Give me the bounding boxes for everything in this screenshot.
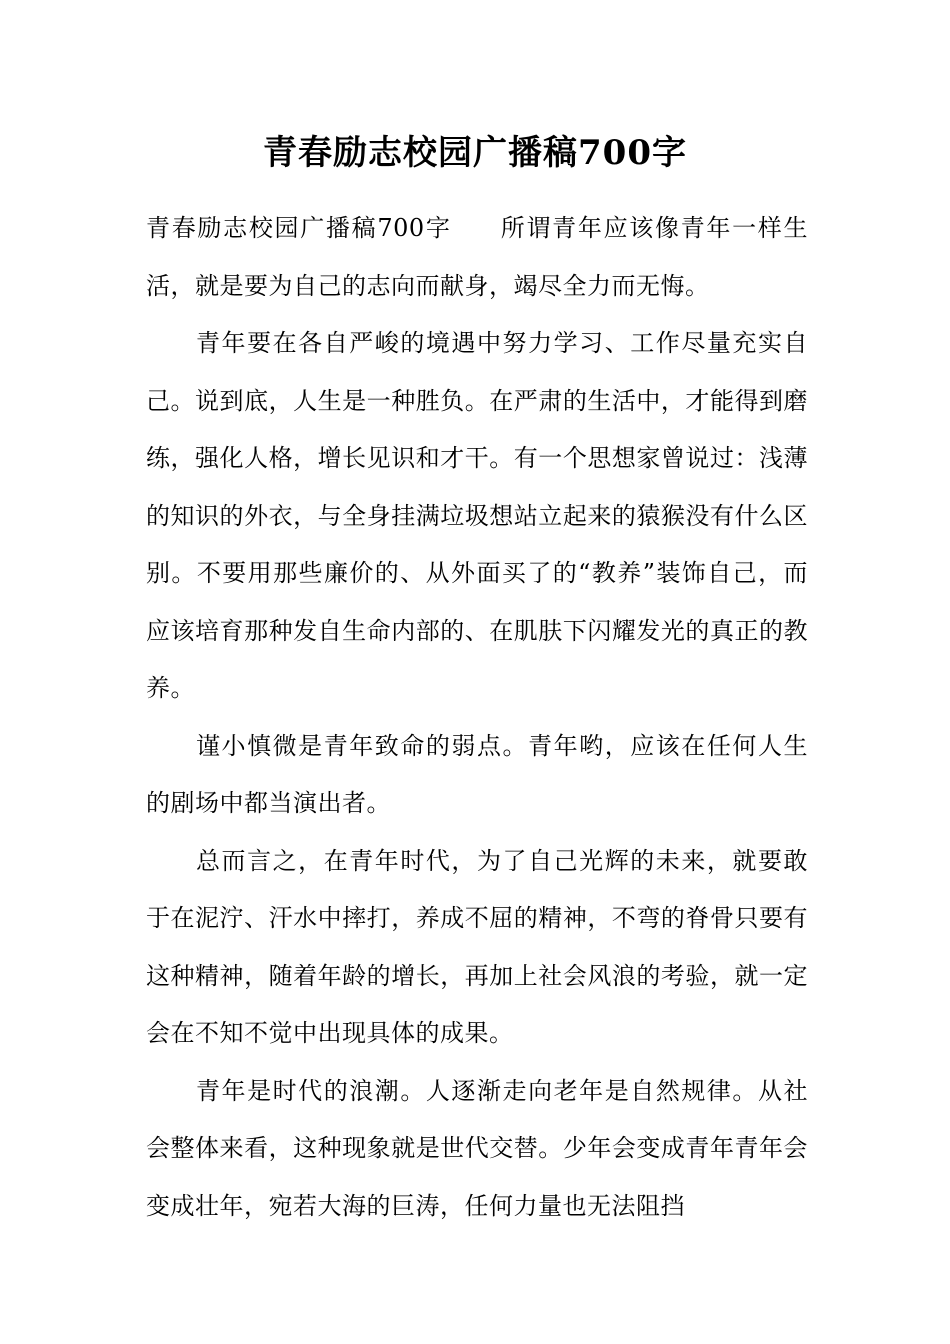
document-body [146,200,808,1235]
paragraph-3: 总而言之，在青年时代，为了自己光辉的未来，就要敢于在泥泞、汗水中摔打，养成不屈的精神，不弯的脊骨只要有这种精神，随着年龄的增长，再加上社会风浪的考验，就一定会在不知不觉中出现具体的成果。 [146,846,808,1047]
paragraph-2: 谨小慎微是青年致命的弱点。青年哟，应该在任何人生的剧场中都当演出者。 [146,731,808,817]
intro-text: 所谓青年应该像青年一样生活，就是要为自己的志向而献身，竭尽全力而无悔。 [146,214,809,300]
intro-label: 青春励志校园广播稿700字 [146,214,452,242]
paragraph-4: 青年是时代的浪潮。人逐渐走向老年是自然规律。从社会整体来看，这种现象就是世代交替。少年会变成青年青年会变成壮年，宛若大海的巨涛，任何力量也无法阻挡 [146,1076,808,1220]
paragraph-1: 青年要在各自严峻的境遇中努力学习、工作尽量充实自己。说到底，人生是一种胜负。在严肃的生活中，才能得到磨练，强化人格，增长见识和才干。有一个思想家曾说过：浅薄的知识的外衣，与全身挂满垃圾想站立起来的猿猴没有什么区别。不要用那些廉价的、从外面买了的“教养”装饰自己，而应该培育那种发自生命内部的、在肌肤下闪耀发光的真正的教养。 [146,329,808,702]
document-title: 青春励志校园广播稿700字 [263,133,687,173]
intro-paragraph [146,200,808,315]
